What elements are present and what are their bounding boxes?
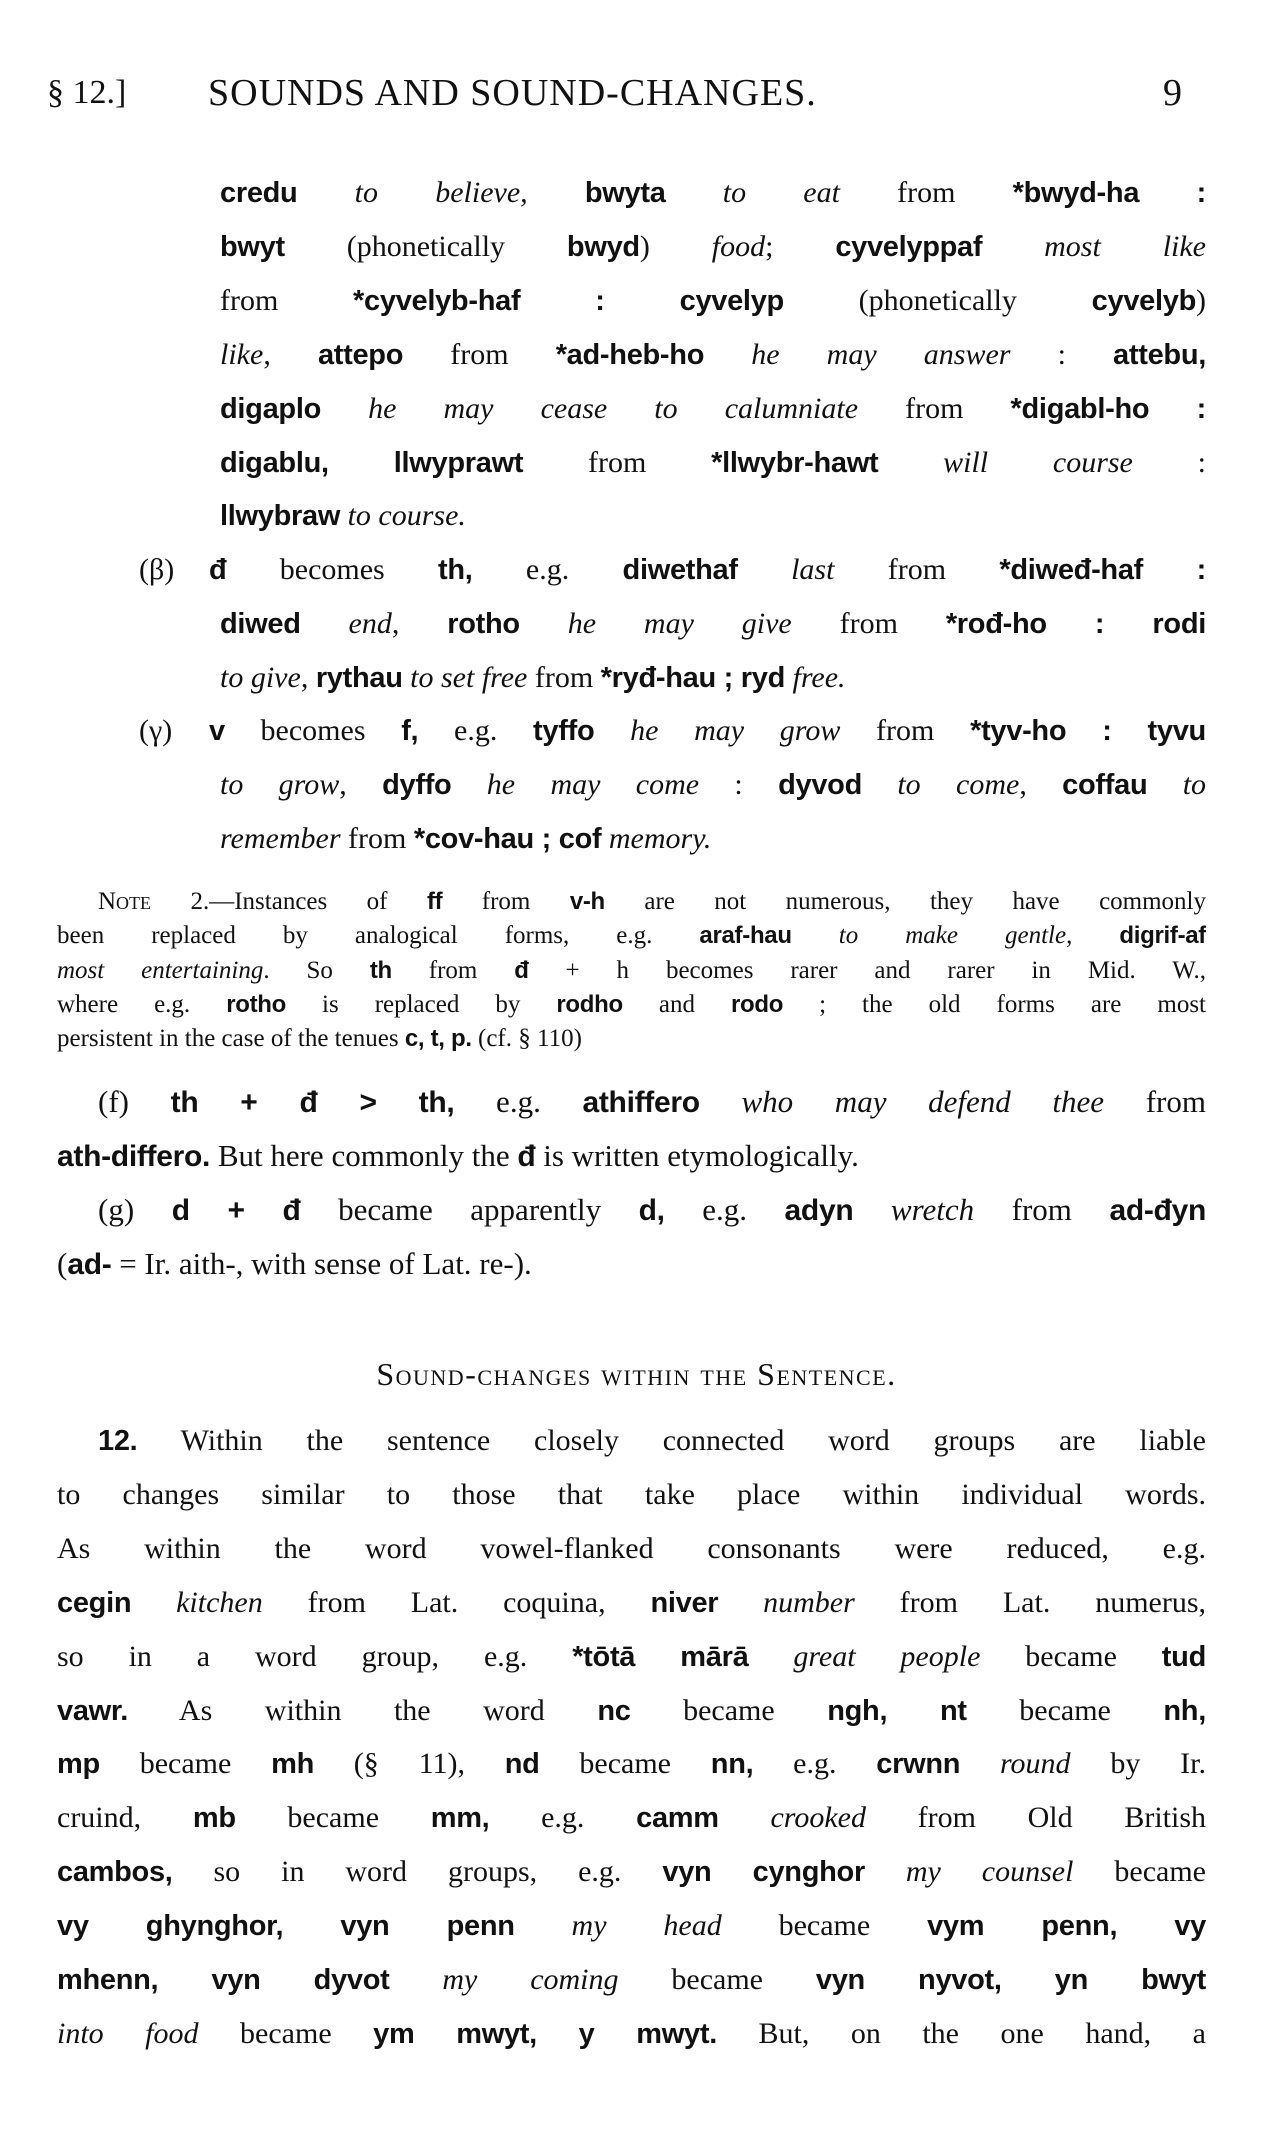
welsh-form: d, — [638, 1194, 665, 1227]
note-line — [57, 919, 1206, 953]
text-run: from — [1145, 1084, 1206, 1119]
para12-line — [57, 1791, 1206, 1845]
gloss: crooked — [718, 1801, 918, 1835]
gloss: most entertaining — [57, 956, 264, 984]
welsh-form: nd — [504, 1748, 540, 1781]
text-run: , — [263, 337, 318, 371]
text-run: , — [1066, 922, 1120, 950]
text-run: But here commonly the — [210, 1138, 518, 1173]
welsh-form: dyffo — [382, 768, 452, 801]
gloss: number — [718, 1585, 900, 1619]
note-line — [57, 954, 1206, 988]
welsh-form: đ — [517, 1140, 536, 1173]
welsh-form: th, — [438, 554, 473, 586]
gloss: to — [1147, 767, 1206, 801]
welsh-form: f, — [401, 715, 419, 747]
para12-line — [57, 2007, 1206, 2061]
welsh-form: 12. — [98, 1425, 138, 1457]
text-run: from — [887, 553, 1000, 586]
text-run: became — [671, 1963, 816, 1996]
welsh-form: đ — [514, 956, 529, 984]
text-run: from — [858, 391, 1011, 425]
gloss: who may defend thee — [699, 1084, 1146, 1119]
welsh-form: cyvelyppaf — [835, 230, 983, 263]
fg-line — [98, 1075, 1206, 1129]
gloss: he may cease to calumniate — [321, 391, 859, 425]
para12-line — [57, 1899, 1206, 1953]
text-run: from — [1011, 1192, 1110, 1227]
text-run: ; the old forms are most — [783, 990, 1206, 1018]
welsh-form: crwnn — [876, 1748, 961, 1781]
text-run: becomes — [224, 714, 402, 747]
gloss: like — [220, 337, 264, 371]
gloss: great people — [748, 1639, 1026, 1673]
welsh-form: camm — [636, 1802, 719, 1835]
gloss: he may come — [451, 767, 700, 801]
text-run: (g) — [98, 1192, 172, 1227]
beta-line — [220, 651, 1206, 705]
welsh-form: coffau — [1062, 768, 1148, 801]
welsh-form: mb — [192, 1802, 236, 1835]
text-run: became — [539, 1747, 711, 1781]
welsh-form: nh, — [1163, 1694, 1206, 1727]
text-run: became — [1025, 1639, 1162, 1673]
text-run: so in word groups, e.g. — [172, 1855, 663, 1889]
welsh-form: *diweđ-haf : — [999, 554, 1206, 586]
gloss: to course. — [340, 499, 466, 533]
welsh-form: diwed — [220, 607, 301, 640]
welsh-form: *llwybr-hawt — [711, 446, 879, 479]
text-run: e.g. — [753, 1747, 877, 1781]
text-run: (cf. § 110) — [471, 1025, 582, 1053]
note-line — [98, 885, 1206, 919]
welsh-form: *tōtā mārā — [572, 1640, 749, 1673]
text-run: became — [1114, 1855, 1206, 1889]
welsh-form: bwyt — [220, 230, 285, 263]
welsh-form: *bwyd-ha : — [1012, 177, 1206, 209]
welsh-form: bwyta — [584, 177, 666, 209]
fg-line — [98, 1183, 1206, 1237]
running-head-title: SOUNDS AND SOUND-CHANGES. — [208, 72, 817, 114]
text-run: became — [778, 1909, 928, 1943]
gloss: memory. — [601, 821, 712, 855]
gloss: wretch — [853, 1192, 1012, 1227]
welsh-form: credu — [220, 177, 298, 209]
gloss: round — [960, 1747, 1111, 1781]
welsh-form: mp — [57, 1748, 100, 1781]
gloss: to eat — [665, 176, 898, 209]
gloss: remember — [220, 821, 349, 855]
text-run: . So — [263, 956, 370, 984]
continuation-line — [220, 274, 1206, 328]
welsh-form: attepo — [317, 338, 404, 371]
welsh-form: tud — [1161, 1640, 1206, 1673]
beta-line — [220, 597, 1206, 651]
text-run: from — [534, 660, 601, 694]
text-run: , — [391, 606, 448, 640]
gloss: he may answer — [704, 337, 1011, 371]
welsh-form: *digabl-ho : — [1010, 392, 1206, 425]
welsh-form: attebu, — [1113, 338, 1206, 371]
text-run: from — [403, 337, 556, 371]
para12-line — [57, 1737, 1206, 1791]
gloss: he may give — [519, 606, 840, 640]
text-run: (f) — [98, 1084, 171, 1119]
text-run: persistent in the case of the tenues — [57, 1025, 405, 1053]
gamma-label: (γ) — [139, 714, 173, 747]
text-run: is replaced by — [286, 990, 557, 1018]
text-run: became — [966, 1693, 1164, 1727]
welsh-form: adyn — [784, 1194, 854, 1227]
welsh-form: bwyd — [566, 230, 640, 263]
welsh-form: th — [369, 956, 392, 984]
text-run: (§ 11), — [314, 1747, 505, 1781]
para12-line — [57, 1684, 1206, 1738]
gamma-line — [209, 704, 1206, 758]
gloss: my counsel — [864, 1855, 1115, 1889]
gloss: kitchen — [131, 1585, 308, 1619]
welsh-form: digrif-af — [1119, 922, 1206, 950]
welsh-form: rythau — [315, 661, 403, 694]
continuation-line — [220, 166, 1206, 220]
note-line — [57, 988, 1206, 1022]
welsh-form: cambos, — [57, 1856, 173, 1889]
text-run: from — [442, 888, 570, 915]
gloss: into food — [57, 2016, 241, 2050]
welsh-form: rotho — [226, 990, 287, 1018]
gloss: free. — [785, 660, 846, 694]
gloss: most like — [982, 229, 1206, 263]
para12-line — [98, 1414, 1206, 1468]
para12-line — [57, 1845, 1206, 1899]
gloss: will course — [878, 445, 1133, 479]
continuation-line — [220, 489, 1206, 543]
welsh-form: diwethaf — [622, 554, 738, 586]
welsh-form: *ad-heb-ho — [555, 338, 705, 371]
welsh-form: *cov-hau ; cof — [413, 822, 602, 855]
gloss: he may grow — [594, 714, 877, 747]
welsh-form: nn, — [710, 1748, 754, 1781]
text-run: where e.g. — [57, 990, 227, 1018]
text-run: e.g. — [454, 1084, 583, 1119]
text-run: : — [699, 767, 779, 801]
text-run: (phonetically — [783, 283, 1092, 317]
text-run: ( — [57, 1246, 68, 1281]
welsh-form: vy ghynghor, vyn penn — [57, 1910, 515, 1943]
text-run: to changes similar to those that take place within individual words. — [57, 1477, 1206, 1511]
welsh-form: ym mwyt, y mwyt. — [373, 2017, 717, 2050]
text-run: (phonetically — [284, 229, 567, 263]
gloss: my coming — [389, 1963, 672, 1996]
text-run: ) — [1196, 283, 1206, 317]
text-run: are not numerous, they have commonly — [604, 888, 1206, 915]
fg-line — [57, 1129, 1206, 1183]
continuation-line — [220, 382, 1206, 436]
text-run: and — [622, 990, 731, 1018]
welsh-form: vym penn, vy — [927, 1910, 1206, 1943]
welsh-form: vyn nyvot, yn bwyt — [815, 1964, 1206, 1996]
text-run: became — [99, 1747, 272, 1781]
text-run: been replaced by analogical forms, e.g. — [57, 922, 700, 950]
text-run: from — [897, 176, 1013, 209]
text-run: e.g. — [489, 1801, 637, 1835]
welsh-form: vyn cynghor — [662, 1856, 865, 1889]
gloss: to make gentle — [791, 922, 1067, 950]
gamma-line — [220, 812, 1206, 866]
fg-line — [57, 1237, 1206, 1291]
text-run: is written etymologically. — [535, 1138, 859, 1173]
welsh-form: llwybraw — [220, 500, 341, 533]
running-head-section: § 12.] — [47, 74, 127, 111]
text-run: ; — [765, 229, 836, 263]
para12-line — [57, 1576, 1206, 1630]
gloss: to give — [220, 660, 301, 694]
text-run: e.g. — [664, 1192, 785, 1227]
welsh-form: nc — [597, 1694, 631, 1727]
gloss: to set free — [402, 660, 535, 694]
text-run: by Ir. — [1110, 1747, 1206, 1781]
para12-line — [57, 1468, 1206, 1522]
text-run: Note 2. — [98, 888, 210, 915]
text-run: e.g. — [472, 553, 623, 586]
continuation-line — [220, 220, 1206, 274]
welsh-form: mhenn, vyn dyvot — [57, 1964, 390, 1996]
welsh-form: mh — [271, 1748, 314, 1781]
continuation-line — [220, 436, 1206, 490]
welsh-form: ngh, nt — [827, 1694, 967, 1727]
text-run: from — [391, 956, 515, 984]
para12-line — [57, 1953, 1206, 2007]
text-run: became — [235, 1801, 431, 1835]
welsh-form: *tyv-ho : tyvu — [970, 715, 1206, 747]
welsh-form: v-h — [569, 888, 605, 915]
text-run: + h becomes rarer and rarer in Mid. W., — [528, 956, 1206, 984]
welsh-form: digablu, llwyprawt — [220, 446, 524, 479]
gloss: last — [737, 553, 888, 586]
text-run: : — [1010, 337, 1114, 371]
text-run: As within the word — [128, 1693, 598, 1727]
welsh-form: d + đ — [171, 1194, 301, 1227]
welsh-form: *cyvelyb-haf : cyvelyp — [353, 284, 784, 317]
gloss: my head — [514, 1909, 779, 1943]
text-run: becomes — [226, 553, 439, 586]
text-run: As within the word vowel-flanked consonants were reduced, e.g. — [57, 1531, 1206, 1565]
text-run: from — [523, 445, 712, 479]
gloss: to believe, — [297, 176, 585, 209]
text-run: cruind, — [57, 1801, 193, 1835]
text-run: from — [220, 283, 354, 317]
continuation-line — [220, 328, 1206, 382]
welsh-form: dyvod — [778, 768, 862, 801]
text-run: —Instances of — [209, 888, 427, 915]
text-run: from — [876, 714, 971, 747]
welsh-form: rotho — [447, 607, 520, 640]
page-number: 9 — [1163, 72, 1182, 114]
text-run: became apparently — [300, 1192, 639, 1227]
section-heading: Sound-changes within the Sentence. — [376, 1356, 897, 1392]
welsh-form: ath-differo. — [57, 1140, 211, 1173]
text-run: , — [300, 660, 316, 694]
beta-line — [209, 543, 1206, 597]
beta-label: (β) — [139, 553, 175, 586]
welsh-form: niver — [650, 1586, 719, 1619]
text-run: so in a word group, e.g. — [57, 1639, 573, 1673]
text-run: from Old British — [917, 1801, 1206, 1835]
welsh-form: tyffo — [533, 715, 595, 747]
welsh-form: vawr. — [57, 1694, 129, 1727]
text-run: from — [348, 821, 414, 855]
text-run: , — [1019, 767, 1063, 801]
welsh-form: th + đ > th, — [170, 1086, 455, 1119]
text-run: e.g. — [418, 714, 534, 747]
welsh-form: v — [209, 715, 225, 747]
welsh-form: đ — [209, 554, 227, 586]
text-run: from — [839, 606, 946, 640]
welsh-form: athiffero — [582, 1086, 700, 1119]
welsh-form: *ryđ-hau ; ryd — [600, 661, 786, 694]
text-run: But, on the one hand, a — [716, 2016, 1206, 2050]
gloss: to grow — [220, 767, 340, 801]
gamma-line — [220, 758, 1206, 812]
text-run: became — [240, 2016, 374, 2050]
welsh-form: ff — [426, 888, 443, 915]
welsh-form: digaplo — [220, 392, 322, 425]
text-run: = Ir. aith-, with sense of Lat. re-). — [111, 1246, 532, 1281]
para12-line — [57, 1522, 1206, 1576]
welsh-form: cyvelyb — [1091, 284, 1196, 317]
text-run: became — [630, 1693, 828, 1727]
welsh-form: ad- — [67, 1248, 112, 1281]
welsh-form: rodo — [730, 990, 784, 1018]
para12-line — [57, 1630, 1206, 1684]
welsh-form: araf-hau — [699, 922, 792, 950]
gloss: to come — [862, 767, 1020, 801]
text-run: ) — [639, 229, 712, 263]
text-run: : — [1132, 445, 1206, 479]
text-run: from Lat. coquina, — [307, 1585, 651, 1619]
welsh-form: cegin — [57, 1586, 132, 1619]
note-line — [57, 1022, 1206, 1056]
welsh-form: rodho — [556, 990, 623, 1018]
welsh-form: *rođ-ho : rodi — [945, 607, 1206, 640]
text-run: Within the sentence closely connected word groups are liable — [137, 1424, 1206, 1457]
gloss: end — [300, 606, 392, 640]
welsh-form: mm, — [430, 1802, 490, 1835]
welsh-form: c, t, p. — [404, 1025, 472, 1053]
text-run: from Lat. numerus, — [899, 1585, 1206, 1619]
welsh-form: ad-đyn — [1109, 1194, 1206, 1227]
gloss: food — [711, 229, 766, 263]
text-run: , — [339, 767, 383, 801]
